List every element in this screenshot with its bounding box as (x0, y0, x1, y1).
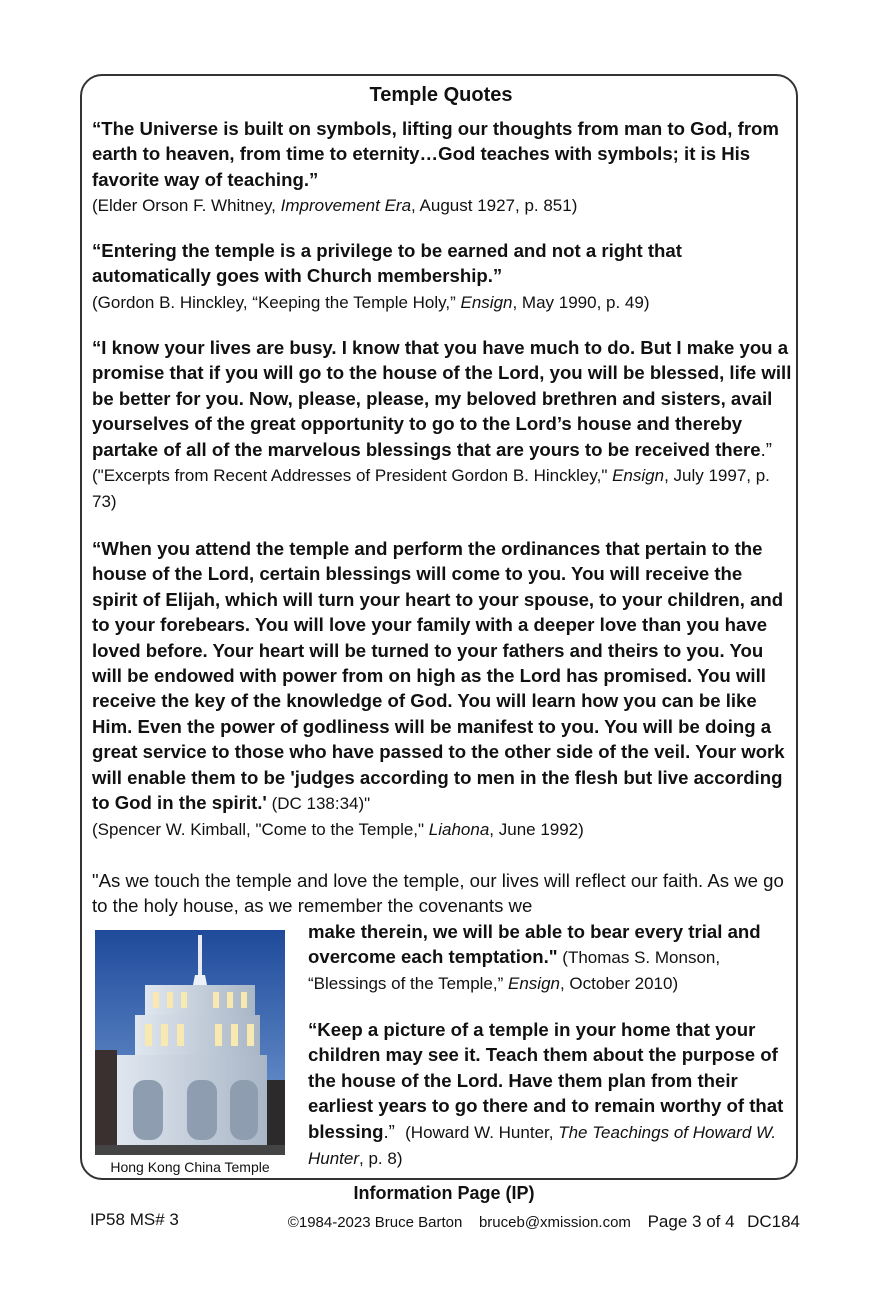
copyright: ©1984-2023 Bruce Barton (287, 1214, 463, 1231)
quote-text: “Keep a picture of a temple in your home that your children may see it. Teach them about the purpose of the house of the Lord. Have them plan from their earliest years to go there and to remain worthy of that blessing (308, 1019, 784, 1142)
temple-photo-figure (95, 930, 285, 1180)
footer-title: Information Page (IP) (353, 1183, 535, 1203)
quote-text: “Entering the temple is a privilege to be earned and not a right that automatically goes with Church membership.” (92, 240, 682, 287)
quote-whitney (92, 116, 792, 218)
quote-text: “The Universe is built on symbols, lifting our thoughts from man to God, from earth to heaven, from time to eternity…God teaches with symbols; it is His favorite way of teaching.” (92, 118, 779, 190)
email-link[interactable]: bruceb@xmission.com (478, 1214, 631, 1231)
doc-code: DC184 (747, 1212, 800, 1231)
quote-citation: (Gordon B. Hinckley, “Keeping the Temple Holy,” Ensign, May 1990, p. 49) (92, 292, 650, 312)
quote-kimball (92, 536, 792, 842)
footer-info (288, 1212, 800, 1232)
quote-citation: (Spencer W. Kimball, "Come to the Temple," Liahona, June 1992) (92, 820, 584, 840)
quote-hunter: “Keep a picture of a temple in your home that your children may see it. Teach them about the purpose of the house of the Lord. Have them plan from their earliest years to go there and to remain worthy of that blessing.” (Howard W. Hunter, The Teachings of Howard W. Hunter, p. 8) (308, 1019, 784, 1168)
temple-photo (95, 930, 285, 1155)
page-title: Temple Quotes (369, 84, 513, 106)
quote-monson-intro: "As we touch the temple and love the temple, our lives will reflect our faith. As we go to the holy house, as we remember the covenants we (92, 870, 784, 917)
quote-citation: (Thomas S. Monson, “Blessings of the Temple,” Ensign, October 2010) (308, 948, 721, 994)
quote-monson-cont (308, 919, 796, 996)
quote-citation: ("Excerpts from Recent Addresses of President Gordon B. Hinckley," Ensign, July 1997, p. 73) (92, 466, 770, 512)
quote-text: “When you attend the temple and perform the ordinances that pertain to the house of the Lord, certain blessings will come to you. You will receive the spirit of Elijah, which will turn your heart to your spouse, to your children, and to your forebears. You will love your family with a deeper love than you have loved before. Your heart will be turned to your fathers and theirs to you. You will be endowed with power from on high as the Lord has promised. You will receive the key of the knowledge of God. You will learn how you can be like Him. Even the power of godliness will be manifest to you. You will be doing a great service to those who have passed to the other side of the veil. Your work will enable them to be 'judges according to men in the flesh but live according to God in the spirit.' (92, 538, 785, 814)
quote-hinckley-1990 (92, 238, 792, 315)
quote-citation: (Elder Orson F. Whitney, Improvement Era, August 1927, p. 851) (92, 196, 578, 216)
photo-caption: Hong Kong China Temple (110, 1159, 270, 1175)
scripture-reference: (DC 138:34)" (266, 794, 371, 814)
quote-text: “I know your lives are busy. I know that you have much to do. But I make you a promise that if you will go to the house of the Lord, you will be blessed, life will be better for you. Now, please, please, my beloved brethren and sisters, avail yourselves of the great opportunity to go to the Lord’s house and thereby partake of all of the marvelous blessings that are yours to be received there (92, 337, 792, 460)
page-number: Page 3 of 4 (647, 1212, 735, 1231)
quote-citation: (Howard W. Hunter, The Teachings of Howard W. Hunter, p. 8) (308, 1122, 777, 1168)
quote-hinckley-1997: “I know your lives are busy. I know that you have much to do. But I make you a promise that if you will go to the house of the Lord, you will be blessed, life will be better for you. Now, please, please, my beloved brethren and sisters, avail yourselves of the great opportunity to go to the Lord’s house and thereby partake of all of the marvelous blessings that are yours to be received there.” ("Excerpts from Recent Addresses of President Gordon B. Hinckley," Ensign, July 1997, p. 73) (92, 337, 792, 512)
footer-id: IP58 MS# 3 (90, 1210, 179, 1229)
quote-text: make therein, we will be able to bear every trial and overcome each temptation." (308, 921, 761, 968)
